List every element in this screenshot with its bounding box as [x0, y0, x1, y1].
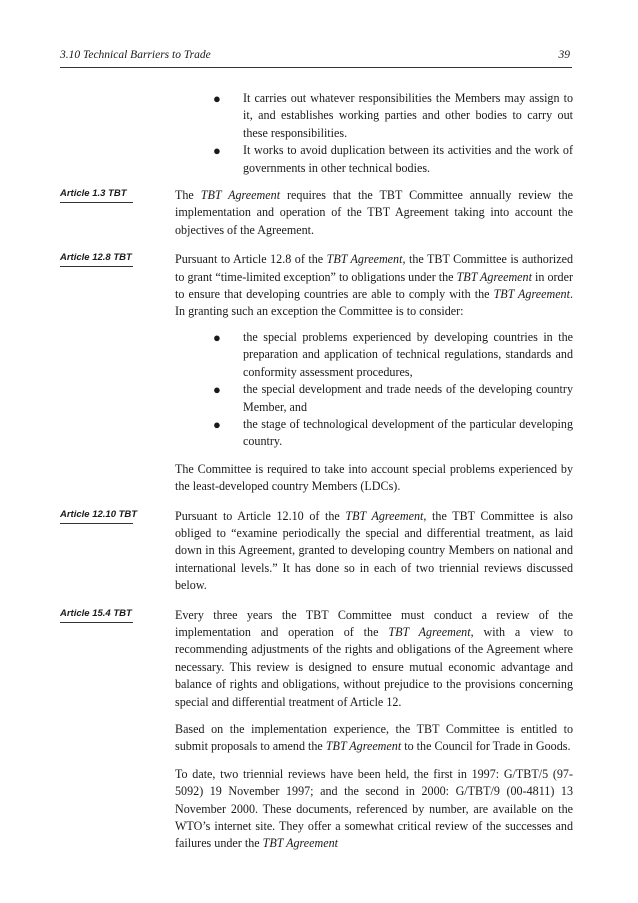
list-item: ● the stage of technological development of the particular developing country.: [213, 416, 573, 449]
margin-label: Article 15.4 TBT: [60, 608, 133, 623]
bullet-icon: ●: [213, 91, 221, 106]
margin-label: Article 1.3 TBT: [60, 188, 133, 203]
paragraph: The Committee is required to take into account special problems experienced by the least-developed country Members (LDCs).: [175, 461, 573, 494]
bullet-icon: ●: [213, 143, 221, 159]
running-header: [60, 47, 572, 68]
page-number: 39: [558, 49, 570, 61]
paragraph: Every three years the TBT Committee must conduct a review of the implementation and operation of the TBT Agreement, with a view to recommending adjustments of the rights and obligations of the Agreement where necessary. This review is designed to ensure mutual economic advantage and balance of rights and obligations, without prejudice to the provisions concerning special and differential treatment of Article 12.: [175, 607, 573, 709]
paragraph: To date, two triennial reviews have been held, the first in 1997: G/TBT/5 (97-5092) 19 November 1997; and the second in 2000: G/TBT/9 (00-4811) 13 November 2000. These documents, referenced by number, are available on the WTO’s internet site. They offer a somewhat critical review of the successes and failures under the TBT Agreement: [175, 766, 573, 851]
header-section-title: 3.10 Technical Barriers to Trade: [60, 49, 211, 61]
list-item: ● the special development and trade needs of the developing country Member, and: [213, 382, 573, 414]
section-article-12-8: [60, 251, 573, 495]
margin-label: Article 12.8 TBT: [60, 252, 133, 267]
paragraph: Pursuant to Article 12.8 of the TBT Agreement, the TBT Committee is authorized to grant “time-limited exception” to obligations under the TBT Agreement in order to ensure that developing countries are able to comply with the TBT Agreement. In granting such an exception the Committee is to consider:: [175, 252, 573, 319]
list-item: ● the special problems experienced by developing countries in the preparation and application of technical regulations, standards and conformity assessment procedures,: [213, 329, 573, 379]
paragraph: The TBT Agreement requires that the TBT Committee annually review the implementation and operation of the TBT Agreement taking into account the objectives of the Agreement.: [175, 188, 574, 237]
page-body: [60, 90, 574, 853]
section-article-12-10: [60, 508, 573, 595]
section-article-1-3: [60, 187, 574, 239]
list-item: ● It works to avoid duplication between its activities and the work of governments in other technical bodies.: [213, 143, 573, 175]
paragraph: Pursuant to Article 12.10 of the TBT Agreement, the TBT Committee is also obliged to “examine periodically the special and differential treatment, as laid down in this Agreement, granted to developing country Members on national and international levels.” It has done so in each of two triennial reviews discussed below.: [175, 508, 573, 593]
bullet-icon: ●: [213, 329, 221, 345]
paragraph: Based on the implementation experience, the TBT Committee is entitled to submit proposals to amend the TBT Agreement to the Council for Trade in Goods.: [175, 722, 573, 754]
section-article-15-4: [60, 607, 573, 853]
consideration-list: [175, 329, 573, 451]
bullet-icon: ●: [213, 382, 221, 398]
top-bullet-list: [175, 90, 573, 177]
list-item: ● It carries out whatever responsibilities the Members may assign to it, and establishes working parties and other bodies to carry out these responsibilities.: [213, 91, 573, 140]
bullet-icon: ●: [213, 416, 221, 432]
margin-label: Article 12.10 TBT: [60, 509, 133, 524]
